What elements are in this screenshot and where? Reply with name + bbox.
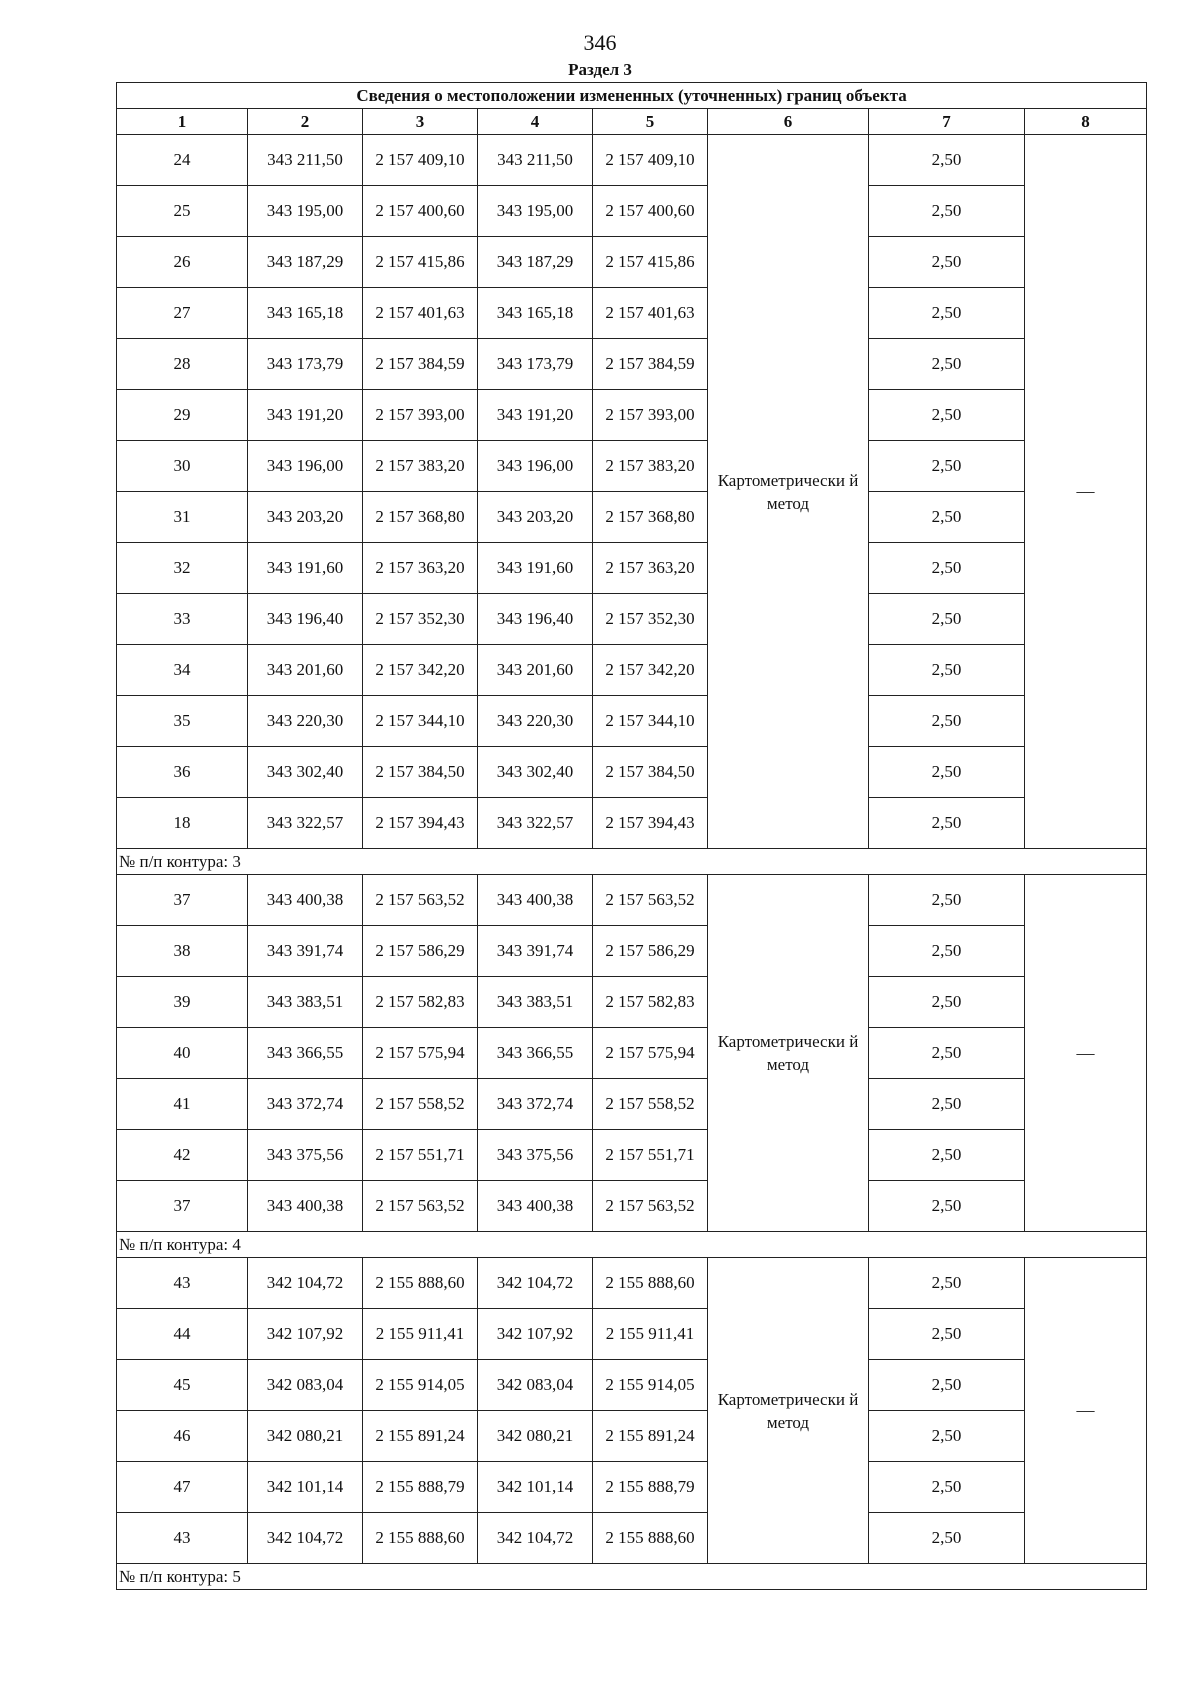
existing-y-cell: 2 157 563,52: [363, 875, 478, 926]
column-numbers-row: [117, 109, 1147, 135]
existing-x-cell: 342 083,04: [248, 1360, 363, 1411]
existing-x-cell: 343 400,38: [248, 1181, 363, 1232]
existing-x-cell: 343 302,40: [248, 747, 363, 798]
point-number-cell: 36: [117, 747, 248, 798]
existing-y-cell: 2 157 352,30: [363, 594, 478, 645]
new-x-cell: 343 322,57: [478, 798, 593, 849]
new-x-cell: 343 191,60: [478, 543, 593, 594]
existing-x-cell: 343 220,30: [248, 696, 363, 747]
existing-y-cell: 2 157 409,10: [363, 135, 478, 186]
existing-x-cell: 343 201,60: [248, 645, 363, 696]
accuracy-cell: 2,50: [869, 543, 1025, 594]
table-row: [117, 288, 1147, 339]
new-y-cell: 2 157 400,60: [593, 186, 708, 237]
new-y-cell: 2 157 384,50: [593, 747, 708, 798]
table-row: [117, 237, 1147, 288]
existing-x-cell: 343 191,60: [248, 543, 363, 594]
point-number-cell: 45: [117, 1360, 248, 1411]
new-x-cell: 343 173,79: [478, 339, 593, 390]
new-x-cell: 342 080,21: [478, 1411, 593, 1462]
new-x-cell: 343 211,50: [478, 135, 593, 186]
accuracy-cell: 2,50: [869, 1079, 1025, 1130]
description-cell: —: [1025, 1258, 1147, 1564]
contour-label: № п/п контура: 5: [117, 1564, 1147, 1590]
new-y-cell: 2 157 368,80: [593, 492, 708, 543]
existing-y-cell: 2 157 575,94: [363, 1028, 478, 1079]
page-number: 346: [583, 30, 617, 55]
table-title-row: [117, 83, 1147, 109]
new-y-cell: 2 157 409,10: [593, 135, 708, 186]
existing-y-cell: 2 157 344,10: [363, 696, 478, 747]
new-y-cell: 2 157 582,83: [593, 977, 708, 1028]
new-x-cell: 343 366,55: [478, 1028, 593, 1079]
accuracy-cell: 2,50: [869, 798, 1025, 849]
existing-x-cell: 342 080,21: [248, 1411, 363, 1462]
new-x-cell: 343 220,30: [478, 696, 593, 747]
table-row: [117, 875, 1147, 926]
new-x-cell: 343 372,74: [478, 1079, 593, 1130]
table-row: [117, 798, 1147, 849]
contour-label: № п/п контура: 3: [117, 849, 1147, 875]
new-y-cell: 2 157 393,00: [593, 390, 708, 441]
accuracy-cell: 2,50: [869, 926, 1025, 977]
table-row: [117, 1462, 1147, 1513]
table-title: Сведения о местоположении измененных (уточненных) границ объекта: [117, 83, 1147, 109]
description-cell: —: [1025, 135, 1147, 849]
point-number-cell: 33: [117, 594, 248, 645]
point-number-cell: 28: [117, 339, 248, 390]
existing-y-cell: 2 155 914,05: [363, 1360, 478, 1411]
accuracy-cell: 2,50: [869, 747, 1025, 798]
new-y-cell: 2 157 344,10: [593, 696, 708, 747]
existing-x-cell: 343 196,40: [248, 594, 363, 645]
accuracy-cell: 2,50: [869, 186, 1025, 237]
accuracy-cell: 2,50: [869, 1360, 1025, 1411]
point-number-cell: 39: [117, 977, 248, 1028]
accuracy-cell: 2,50: [869, 1462, 1025, 1513]
new-x-cell: 342 104,72: [478, 1513, 593, 1564]
point-number-cell: 44: [117, 1309, 248, 1360]
table-row: [117, 1309, 1147, 1360]
existing-x-cell: 343 187,29: [248, 237, 363, 288]
existing-x-cell: 343 391,74: [248, 926, 363, 977]
table-row: [117, 1258, 1147, 1309]
method-cell: Картометрически й метод: [708, 1258, 869, 1564]
point-number-cell: 42: [117, 1130, 248, 1181]
new-y-cell: 2 157 394,43: [593, 798, 708, 849]
existing-x-cell: 343 400,38: [248, 875, 363, 926]
existing-x-cell: 343 195,00: [248, 186, 363, 237]
existing-x-cell: 343 383,51: [248, 977, 363, 1028]
column-number: 4: [478, 109, 593, 135]
point-number-cell: 47: [117, 1462, 248, 1513]
new-x-cell: 343 195,00: [478, 186, 593, 237]
table-row: [117, 1130, 1147, 1181]
new-x-cell: 343 196,00: [478, 441, 593, 492]
point-number-cell: 43: [117, 1258, 248, 1309]
new-y-cell: 2 155 911,41: [593, 1309, 708, 1360]
accuracy-cell: 2,50: [869, 390, 1025, 441]
new-x-cell: 343 203,20: [478, 492, 593, 543]
section-title: Раздел 3: [568, 60, 632, 79]
contour-row: [117, 849, 1147, 875]
existing-x-cell: 342 101,14: [248, 1462, 363, 1513]
new-y-cell: 2 155 888,60: [593, 1258, 708, 1309]
existing-x-cell: 342 104,72: [248, 1513, 363, 1564]
accuracy-cell: 2,50: [869, 1130, 1025, 1181]
new-x-cell: 343 165,18: [478, 288, 593, 339]
contour-row: [117, 1232, 1147, 1258]
point-number-cell: 40: [117, 1028, 248, 1079]
point-number-cell: 41: [117, 1079, 248, 1130]
point-number-cell: 26: [117, 237, 248, 288]
table-row: [117, 186, 1147, 237]
accuracy-cell: 2,50: [869, 696, 1025, 747]
boundary-table-wrapper: [116, 82, 1147, 1590]
column-number: 3: [363, 109, 478, 135]
table-row: [117, 926, 1147, 977]
existing-y-cell: 2 157 558,52: [363, 1079, 478, 1130]
point-number-cell: 31: [117, 492, 248, 543]
new-y-cell: 2 155 891,24: [593, 1411, 708, 1462]
accuracy-cell: 2,50: [869, 1411, 1025, 1462]
table-row: [117, 1360, 1147, 1411]
new-x-cell: 342 083,04: [478, 1360, 593, 1411]
accuracy-cell: 2,50: [869, 1258, 1025, 1309]
existing-y-cell: 2 157 393,00: [363, 390, 478, 441]
table-row: [117, 1028, 1147, 1079]
existing-y-cell: 2 157 401,63: [363, 288, 478, 339]
new-x-cell: 343 201,60: [478, 645, 593, 696]
table-row: [117, 1181, 1147, 1232]
existing-x-cell: 342 107,92: [248, 1309, 363, 1360]
table-row: [117, 492, 1147, 543]
column-number: 8: [1025, 109, 1147, 135]
new-x-cell: 342 107,92: [478, 1309, 593, 1360]
existing-y-cell: 2 155 891,24: [363, 1411, 478, 1462]
table-row: [117, 696, 1147, 747]
existing-y-cell: 2 155 888,60: [363, 1258, 478, 1309]
new-y-cell: 2 157 383,20: [593, 441, 708, 492]
existing-x-cell: 343 211,50: [248, 135, 363, 186]
existing-y-cell: 2 157 551,71: [363, 1130, 478, 1181]
existing-y-cell: 2 157 342,20: [363, 645, 478, 696]
new-y-cell: 2 157 363,20: [593, 543, 708, 594]
accuracy-cell: 2,50: [869, 1181, 1025, 1232]
table-row: [117, 645, 1147, 696]
new-x-cell: 343 187,29: [478, 237, 593, 288]
description-cell: —: [1025, 875, 1147, 1232]
new-y-cell: 2 157 415,86: [593, 237, 708, 288]
table-row: [117, 390, 1147, 441]
accuracy-cell: 2,50: [869, 492, 1025, 543]
table-row: [117, 135, 1147, 186]
existing-x-cell: 343 366,55: [248, 1028, 363, 1079]
column-number: 7: [869, 109, 1025, 135]
accuracy-cell: 2,50: [869, 977, 1025, 1028]
new-x-cell: 343 391,74: [478, 926, 593, 977]
new-y-cell: 2 157 563,52: [593, 875, 708, 926]
existing-y-cell: 2 155 911,41: [363, 1309, 478, 1360]
table-row: [117, 747, 1147, 798]
accuracy-cell: 2,50: [869, 645, 1025, 696]
new-x-cell: 343 400,38: [478, 875, 593, 926]
existing-y-cell: 2 157 368,80: [363, 492, 478, 543]
method-cell: Картометрически й метод: [708, 875, 869, 1232]
column-number: 5: [593, 109, 708, 135]
new-y-cell: 2 155 888,60: [593, 1513, 708, 1564]
existing-x-cell: 343 372,74: [248, 1079, 363, 1130]
new-x-cell: 343 191,20: [478, 390, 593, 441]
new-y-cell: 2 157 352,30: [593, 594, 708, 645]
existing-y-cell: 2 157 586,29: [363, 926, 478, 977]
point-number-cell: 32: [117, 543, 248, 594]
existing-y-cell: 2 157 383,20: [363, 441, 478, 492]
table-row: [117, 1079, 1147, 1130]
new-x-cell: 343 302,40: [478, 747, 593, 798]
accuracy-cell: 2,50: [869, 875, 1025, 926]
accuracy-cell: 2,50: [869, 288, 1025, 339]
point-number-cell: 37: [117, 1181, 248, 1232]
table-row: [117, 1411, 1147, 1462]
new-y-cell: 2 157 401,63: [593, 288, 708, 339]
existing-x-cell: 343 165,18: [248, 288, 363, 339]
new-y-cell: 2 155 888,79: [593, 1462, 708, 1513]
new-x-cell: 343 375,56: [478, 1130, 593, 1181]
new-y-cell: 2 157 342,20: [593, 645, 708, 696]
column-number: 6: [708, 109, 869, 135]
table-row: [117, 441, 1147, 492]
accuracy-cell: 2,50: [869, 339, 1025, 390]
existing-x-cell: 343 322,57: [248, 798, 363, 849]
existing-y-cell: 2 155 888,60: [363, 1513, 478, 1564]
point-number-cell: 43: [117, 1513, 248, 1564]
new-x-cell: 342 101,14: [478, 1462, 593, 1513]
point-number-cell: 30: [117, 441, 248, 492]
new-x-cell: 343 196,40: [478, 594, 593, 645]
table-row: [117, 1513, 1147, 1564]
existing-x-cell: 343 196,00: [248, 441, 363, 492]
accuracy-cell: 2,50: [869, 1309, 1025, 1360]
existing-y-cell: 2 157 582,83: [363, 977, 478, 1028]
new-y-cell: 2 157 586,29: [593, 926, 708, 977]
point-number-cell: 35: [117, 696, 248, 747]
accuracy-cell: 2,50: [869, 1513, 1025, 1564]
accuracy-cell: 2,50: [869, 594, 1025, 645]
existing-x-cell: 343 375,56: [248, 1130, 363, 1181]
new-x-cell: 343 400,38: [478, 1181, 593, 1232]
new-y-cell: 2 157 384,59: [593, 339, 708, 390]
existing-y-cell: 2 157 384,59: [363, 339, 478, 390]
point-number-cell: 29: [117, 390, 248, 441]
point-number-cell: 27: [117, 288, 248, 339]
new-y-cell: 2 155 914,05: [593, 1360, 708, 1411]
boundary-table: [116, 82, 1147, 1590]
existing-y-cell: 2 157 415,86: [363, 237, 478, 288]
method-cell: Картометрически й метод: [708, 135, 869, 849]
existing-y-cell: 2 157 363,20: [363, 543, 478, 594]
existing-x-cell: 343 191,20: [248, 390, 363, 441]
existing-y-cell: 2 157 384,50: [363, 747, 478, 798]
table-row: [117, 339, 1147, 390]
new-y-cell: 2 157 551,71: [593, 1130, 708, 1181]
existing-y-cell: 2 155 888,79: [363, 1462, 478, 1513]
point-number-cell: 37: [117, 875, 248, 926]
point-number-cell: 46: [117, 1411, 248, 1462]
new-x-cell: 343 383,51: [478, 977, 593, 1028]
new-y-cell: 2 157 575,94: [593, 1028, 708, 1079]
existing-y-cell: 2 157 563,52: [363, 1181, 478, 1232]
new-y-cell: 2 157 558,52: [593, 1079, 708, 1130]
existing-y-cell: 2 157 394,43: [363, 798, 478, 849]
accuracy-cell: 2,50: [869, 135, 1025, 186]
accuracy-cell: 2,50: [869, 441, 1025, 492]
point-number-cell: 34: [117, 645, 248, 696]
existing-x-cell: 343 173,79: [248, 339, 363, 390]
accuracy-cell: 2,50: [869, 1028, 1025, 1079]
contour-label: № п/п контура: 4: [117, 1232, 1147, 1258]
point-number-cell: 18: [117, 798, 248, 849]
table-row: [117, 543, 1147, 594]
existing-y-cell: 2 157 400,60: [363, 186, 478, 237]
new-x-cell: 342 104,72: [478, 1258, 593, 1309]
existing-x-cell: 343 203,20: [248, 492, 363, 543]
point-number-cell: 24: [117, 135, 248, 186]
accuracy-cell: 2,50: [869, 237, 1025, 288]
point-number-cell: 25: [117, 186, 248, 237]
column-number: 1: [117, 109, 248, 135]
existing-x-cell: 342 104,72: [248, 1258, 363, 1309]
contour-row: [117, 1564, 1147, 1590]
table-row: [117, 977, 1147, 1028]
new-y-cell: 2 157 563,52: [593, 1181, 708, 1232]
table-body: [117, 135, 1147, 1590]
point-number-cell: 38: [117, 926, 248, 977]
column-number: 2: [248, 109, 363, 135]
table-row: [117, 594, 1147, 645]
